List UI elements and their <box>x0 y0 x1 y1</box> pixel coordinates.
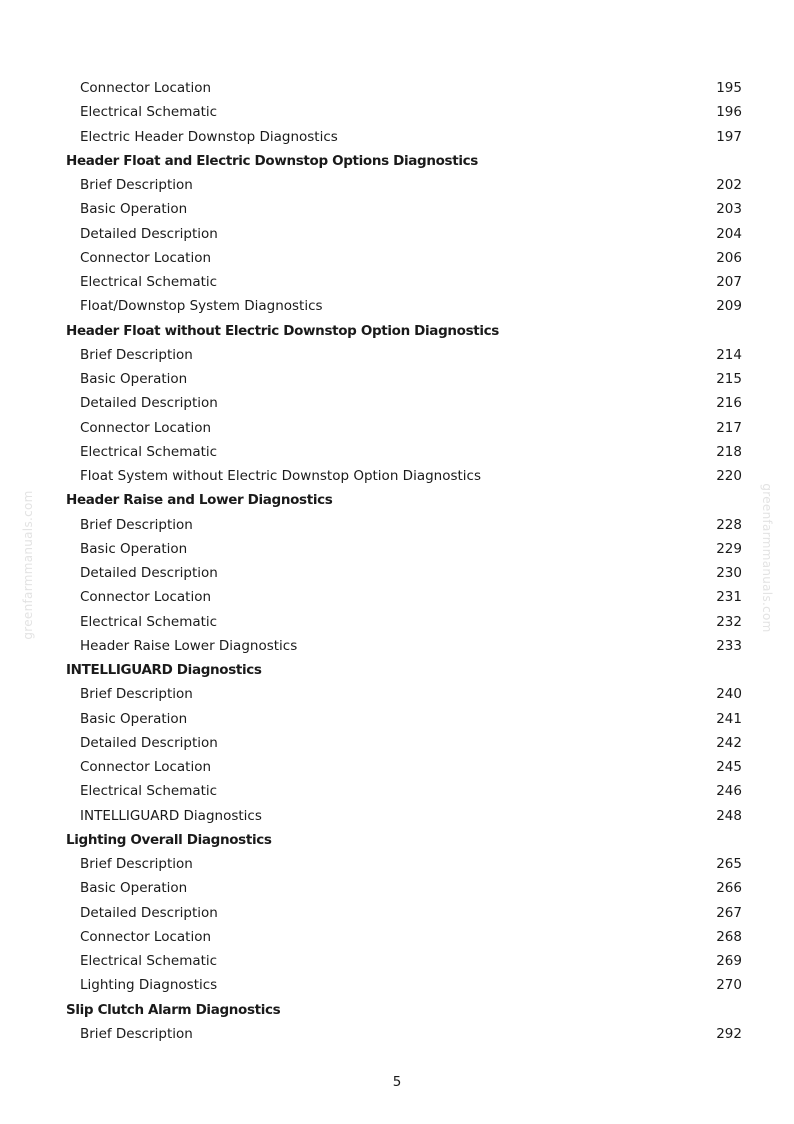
toc-page-number: 215 <box>716 371 742 387</box>
toc-section-heading[interactable] <box>0 658 794 682</box>
toc-entry[interactable] <box>0 682 794 706</box>
toc-entry-title: Brief Description <box>80 516 193 533</box>
toc-page-number: 216 <box>716 395 742 412</box>
toc-entry[interactable] <box>0 391 794 415</box>
toc-entry-title: Brief Description <box>80 1025 193 1042</box>
toc-entry-title: Electrical Schematic <box>80 104 218 121</box>
toc-entry-title: Basic Operation <box>80 880 188 897</box>
toc-entry-title: Header Raise Lower Diagnostics <box>80 637 298 654</box>
toc-entry[interactable] <box>0 925 794 949</box>
toc-page-number: 242 <box>716 734 742 751</box>
toc-page-number: 231 <box>716 589 742 606</box>
toc-section-heading[interactable] <box>0 828 794 852</box>
toc-entry-title: Connector Location <box>80 589 212 606</box>
toc-entry[interactable] <box>0 585 794 609</box>
toc-entry[interactable] <box>0 973 794 997</box>
toc-page-number: 195 <box>716 80 742 96</box>
toc-section-title: Slip Clutch Alarm Diagnostics <box>66 1001 281 1018</box>
toc-entry[interactable] <box>0 876 794 900</box>
watermark-right: greenfarmmanuals.com <box>760 483 774 633</box>
toc-entry-title: Detailed Description <box>80 565 218 581</box>
toc-section-heading[interactable] <box>0 998 794 1022</box>
toc-section-title: Header Raise and Lower Diagnostics <box>66 492 333 509</box>
toc-page-number: 265 <box>716 856 742 872</box>
toc-entry-title: Electrical Schematic <box>80 613 218 630</box>
toc-entry-title: Electrical Schematic <box>80 443 218 460</box>
toc-entry-title: Connector Location <box>80 759 212 775</box>
toc-section-title: Header Float and Electric Downstop Options Diagnostics <box>66 152 478 169</box>
toc-entry[interactable] <box>0 173 794 197</box>
toc-page-number: 228 <box>716 516 742 533</box>
toc-entry[interactable] <box>0 561 794 585</box>
toc-page-number: 207 <box>716 274 742 290</box>
toc-entry-title: Electrical Schematic <box>80 274 218 290</box>
toc-entry-title: Basic Operation <box>80 371 188 387</box>
toc-entry[interactable] <box>0 294 794 318</box>
toc-entry[interactable] <box>0 197 794 221</box>
toc-page-number: 245 <box>716 759 742 775</box>
page-number: 5 <box>392 1074 402 1090</box>
toc-page-number: 218 <box>716 443 742 460</box>
toc-page-number: 233 <box>716 637 742 654</box>
toc-entry[interactable] <box>0 270 794 294</box>
toc-page-number: 203 <box>716 201 742 218</box>
toc-entry-title: Float/Downstop System Diagnostics <box>80 298 323 315</box>
toc-entry[interactable] <box>0 440 794 464</box>
toc-page-number: 248 <box>716 807 742 824</box>
toc-entry-title: Electrical Schematic <box>80 953 218 969</box>
toc-entry[interactable] <box>0 707 794 731</box>
toc-entry[interactable] <box>0 634 794 658</box>
toc-entry[interactable] <box>0 100 794 124</box>
toc-entry-title: INTELLIGUARD Diagnostics <box>80 807 262 824</box>
toc-entry-title: Detailed Description <box>80 225 218 242</box>
toc-page-number: 229 <box>716 540 742 557</box>
toc-section-heading[interactable] <box>0 319 794 343</box>
toc-entry-title: Connector Location <box>80 80 212 96</box>
toc-section-title: Lighting Overall Diagnostics <box>66 831 272 848</box>
toc-entry-title: Detailed Description <box>80 734 218 751</box>
toc-entry-title: Brief Description <box>80 177 193 193</box>
toc-entry[interactable] <box>0 464 794 488</box>
toc-page-number: 204 <box>716 225 742 242</box>
toc-page-number: 230 <box>716 565 742 581</box>
toc-page-number: 241 <box>716 710 742 727</box>
toc-page-number: 292 <box>716 1025 742 1042</box>
toc-page-number: 232 <box>716 613 742 630</box>
toc-entry-title: Connector Location <box>80 928 212 945</box>
toc-section-title: INTELLIGUARD Diagnostics <box>66 662 262 678</box>
toc-section-heading[interactable] <box>0 149 794 173</box>
toc-entry[interactable] <box>0 949 794 973</box>
toc-entry[interactable] <box>0 901 794 925</box>
table-of-contents <box>0 76 794 1046</box>
toc-entry[interactable] <box>0 246 794 270</box>
toc-entry[interactable] <box>0 755 794 779</box>
toc-entry[interactable] <box>0 343 794 367</box>
toc-page-number: 268 <box>716 928 742 945</box>
toc-entry[interactable] <box>0 513 794 537</box>
toc-entry-title: Brief Description <box>80 346 193 363</box>
toc-entry-title: Float System without Electric Downstop Option Diagnostics <box>80 468 482 484</box>
toc-page-number: 209 <box>716 298 742 315</box>
toc-entry[interactable] <box>0 852 794 876</box>
toc-entry[interactable] <box>0 367 794 391</box>
toc-entry-title: Detailed Description <box>80 904 218 921</box>
toc-page-number: 240 <box>716 686 742 703</box>
toc-section-title: Header Float without Electric Downstop Option Diagnostics <box>66 322 499 339</box>
toc-entry-title: Basic Operation <box>80 201 188 218</box>
toc-entry-title: Connector Location <box>80 249 212 266</box>
toc-page-number: 266 <box>716 880 742 897</box>
toc-entry[interactable] <box>0 1022 794 1046</box>
toc-entry-title: Brief Description <box>80 686 193 703</box>
toc-page-number: 214 <box>716 346 742 363</box>
toc-page-number: 206 <box>716 249 742 266</box>
toc-entry[interactable] <box>0 779 794 803</box>
toc-entry[interactable] <box>0 610 794 634</box>
toc-section-heading[interactable] <box>0 488 794 512</box>
toc-page-number: 202 <box>716 177 742 193</box>
toc-entry[interactable] <box>0 125 794 149</box>
toc-entry-title: Electric Header Downstop Diagnostics <box>80 128 338 145</box>
toc-page-number: 267 <box>716 904 742 921</box>
toc-entry-title: Basic Operation <box>80 710 188 727</box>
toc-entry[interactable] <box>0 416 794 440</box>
toc-entry-title: Lighting Diagnostics <box>80 977 218 994</box>
toc-page-number: 269 <box>716 953 742 969</box>
toc-page-number: 197 <box>716 128 742 145</box>
toc-page-number: 220 <box>716 468 742 484</box>
toc-page-number: 217 <box>716 419 742 436</box>
toc-entry-title: Basic Operation <box>80 540 188 557</box>
watermark-left: greenfarmmanuals.com <box>21 490 35 640</box>
toc-entry-title: Brief Description <box>80 856 193 872</box>
toc-page-number: 270 <box>716 977 742 994</box>
toc-entry-title: Connector Location <box>80 419 212 436</box>
toc-page-number: 196 <box>716 104 742 121</box>
toc-entry-title: Electrical Schematic <box>80 783 218 800</box>
toc-entry[interactable] <box>0 804 794 828</box>
toc-entry[interactable] <box>0 76 794 100</box>
toc-page-number: 246 <box>716 783 742 800</box>
toc-entry[interactable] <box>0 731 794 755</box>
toc-entry[interactable] <box>0 537 794 561</box>
toc-entry-title: Detailed Description <box>80 395 218 412</box>
toc-entry[interactable] <box>0 222 794 246</box>
